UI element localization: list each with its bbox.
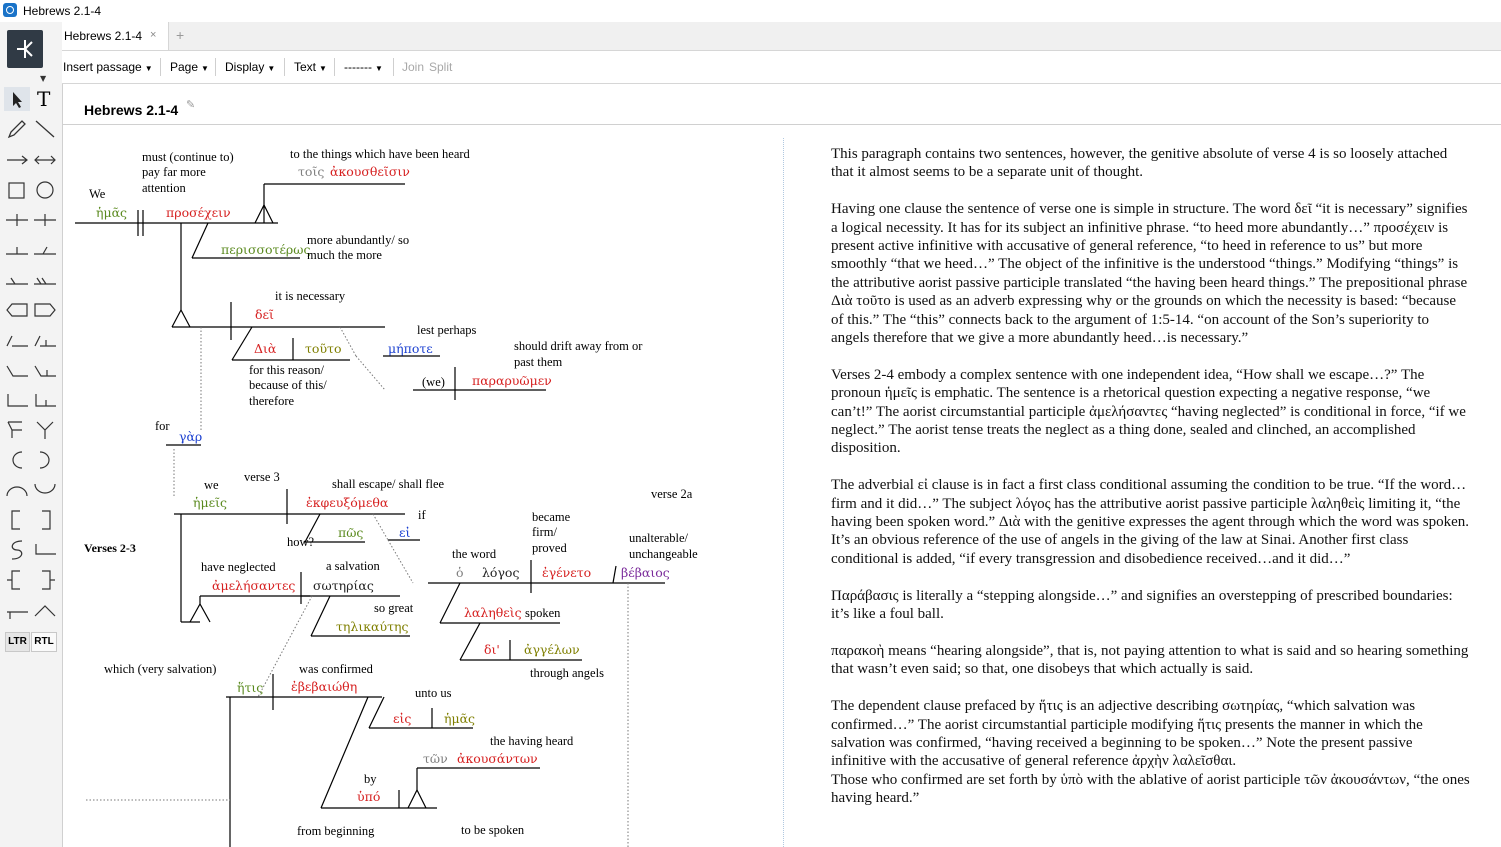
step-line-tool-icon[interactable]	[32, 538, 58, 562]
display-menu[interactable]	[225, 60, 275, 74]
complement-divider	[613, 566, 616, 583]
diagram-text: verse 2a	[651, 487, 693, 501]
diagram-text: must (continue to)	[142, 150, 234, 164]
modifier-slant	[440, 583, 460, 623]
commentary-paragraph[interactable]: παρακοὴ means “hearing alongside”, that is, not paying attention to what is said and so hearing something that wasn’t even said; so that, one disobeys that which actually is said.	[831, 642, 1469, 678]
preposition-slant	[369, 697, 384, 728]
greek-word[interactable]: ἀκουσάντων	[457, 751, 538, 766]
preposition-slant	[232, 327, 252, 360]
add-tab-icon[interactable]: +	[176, 27, 185, 43]
greek-word[interactable]: παραρυῶμεν	[472, 373, 552, 388]
bracket-right-tool-icon[interactable]	[32, 508, 58, 532]
toolbar-divider	[393, 58, 394, 76]
greek-word[interactable]: τηλικαύτης	[336, 619, 409, 634]
tab-label: Hebrews 2.1-4	[64, 29, 143, 43]
diagram-text: a salvation	[326, 559, 380, 573]
arc-right-tool-icon[interactable]	[32, 448, 58, 472]
diagram-text: (we)	[422, 375, 445, 389]
circle-tool-icon[interactable]	[32, 178, 58, 202]
diagram-text: for this reason/	[249, 363, 324, 377]
diagram-text: because of this/	[249, 378, 327, 392]
rectangle-tool-icon[interactable]	[4, 178, 30, 202]
diagram-text: therefore	[249, 394, 295, 408]
line-tool-icon[interactable]	[32, 117, 58, 141]
connector-dotted	[356, 356, 385, 390]
greek-word[interactable]: εἰ	[399, 525, 411, 540]
diagram-text: unalterable/	[629, 531, 688, 545]
greek-word[interactable]: ἀγγέλων	[524, 642, 580, 657]
diagram-text: to the things which have been heard	[290, 147, 470, 161]
diagram-text: how?	[287, 535, 315, 549]
arc-down-tool-icon[interactable]	[32, 478, 58, 502]
chevron-down-icon: ▼	[144, 64, 153, 73]
preposition-2-tool-icon[interactable]	[32, 358, 58, 382]
app-logo-icon[interactable]	[7, 30, 43, 68]
slant-line-tool-icon[interactable]	[4, 268, 30, 292]
arc-left-tool-icon[interactable]	[4, 448, 30, 472]
page-menu[interactable]	[170, 60, 209, 74]
diagram-text: We	[89, 187, 106, 201]
tab-bar	[62, 22, 1501, 51]
ltr-button[interactable]: LTR	[5, 632, 30, 652]
text-menu[interactable]	[294, 60, 327, 74]
diagram-text: should drift away from or	[514, 339, 643, 353]
text-label: Text	[294, 60, 317, 74]
pedestal-foot	[190, 604, 210, 622]
slant-line-2-tool-icon[interactable]	[32, 268, 58, 292]
commentary-paragraph[interactable]: Verses 2-4 embody a complex sentence with one independent idea, “How shall we escape…?” The pronoun ἡμεῖς is emphatic. The sentence is a rhetorical question expecting a negative response, “we can’t!” The aorist circumstantial participle ἀμελήσαντες “having neglected” is conditional in force, “if we neglect.” The aorist tense treats the neglect as a thing done, sealed and clinched, an accomplished disposition.	[831, 366, 1466, 457]
toolbar-divider	[284, 58, 285, 76]
diagram-text: through angels	[530, 666, 604, 680]
fork-left-tool-icon[interactable]	[4, 418, 30, 442]
modifier-slant-2-tool-icon[interactable]	[32, 328, 58, 352]
page-title[interactable]: Hebrews 2.1-4	[84, 102, 179, 118]
greek-word[interactable]: εἰς	[393, 711, 412, 726]
greek-word[interactable]: δι'	[484, 642, 500, 657]
diagram-text: to be spoken	[461, 823, 525, 837]
modifier-slant-tool-icon[interactable]	[4, 328, 30, 352]
toolbar-divider	[334, 58, 335, 76]
page-label: Page	[170, 60, 199, 74]
pedestal-left-tool-icon[interactable]	[4, 298, 30, 322]
greek-word[interactable]: ὑπό	[357, 789, 381, 804]
greek-word[interactable]: ἡμεῖς	[193, 495, 227, 510]
greek-word[interactable]: ὁ	[456, 565, 464, 580]
preposition-tool-icon[interactable]	[4, 358, 30, 382]
diagram-text: was confirmed	[299, 662, 373, 676]
tab-close-icon[interactable]: ×	[150, 29, 157, 41]
diagram-text: past them	[514, 355, 563, 369]
diagram-text: the word	[452, 547, 497, 561]
diagram-text: by	[364, 772, 377, 786]
s-curve-tool-icon[interactable]	[4, 538, 30, 562]
commentary-paragraph[interactable]: The adverbial εἰ clause is in fact a first class conditional assuming the condition to be true. “If the word… firm and it did…” The subject λόγος has the attributive aorist passive participle λαληθεὶς limiting it, “the having been spoken word.” Διὰ with the genitive expresses the agent through which the word was spoken. It’s an obvious reference of the use of angels in the giving of the law at Sinai. Another first class conditional is added, “if every transgression and disobedience received…and it did…”	[831, 477, 1470, 567]
greek-word[interactable]: τοῦτο	[305, 341, 342, 356]
column-divider[interactable]	[783, 138, 784, 847]
pedestal-tool-icon[interactable]	[4, 598, 30, 622]
connector-dotted	[340, 327, 356, 356]
greek-word[interactable]: γὰρ	[179, 429, 203, 444]
commentary-paragraph[interactable]: Having one clause the sentence of verse one is simple in structure. The word δεῖ “it is necessary” signifies a logical necessity. It has for its subject an infinitive phrase. “to heed more abundantly…” προσέχειν is present active infinitive with accusative of general reference, “to heed in reference to us” but more smoothly “that we heed…” The object of the infinitive is the understood “things.” Modifying “things” is the attributive aorist passive participle translated “the having been heard things.” The prepositional phrase Διὰ τοῦτο is used as an adverb expressing why or the grounds on which the necessity is based: “because of this.” The “this” connects back to the argument of 1:5-14. “on account of the Son’s superiority to angels therefore that we give a more abundantly heed…is necessary.”	[831, 201, 1468, 347]
diagram-text: for	[155, 419, 170, 433]
diagram-text: from beginning	[297, 824, 375, 838]
object-line-tool-icon[interactable]	[4, 238, 30, 262]
diagram-text: the having heard	[490, 734, 574, 748]
commentary-paragraph[interactable]: Those who confirmed are set forth by ὑπὸ with the ablative of aorist participle τῶν ἀκουσάντων, “the ones having heard.”	[831, 771, 1470, 807]
modifier-slant	[311, 596, 330, 636]
bracket-left-tool-icon[interactable]	[4, 508, 30, 532]
diagram-text: spoken	[525, 606, 561, 620]
chevron-down-icon: ▼	[201, 64, 209, 73]
text-tool-label: T	[37, 87, 51, 111]
arrow-tool-icon[interactable]	[4, 148, 30, 172]
split-button[interactable]: Split	[429, 60, 453, 74]
connector-dotted	[373, 514, 388, 540]
line-style-label: -------	[344, 60, 372, 74]
greek-word[interactable]: Διὰ	[254, 341, 277, 356]
fork-y-tool-icon[interactable]	[32, 418, 58, 442]
step-down-tool-icon[interactable]	[4, 388, 30, 412]
section-label: Verses 2-3	[84, 541, 136, 555]
caret-up-tool-icon[interactable]	[32, 598, 58, 622]
insert-passage-menu[interactable]	[63, 60, 153, 74]
pencil-tool-icon[interactable]	[4, 117, 30, 141]
greek-word[interactable]: τῶν	[423, 751, 448, 766]
greek-word[interactable]: τοῖς	[298, 164, 325, 179]
window-title: Hebrews 2.1-4	[23, 4, 102, 18]
diagram-text: pay far more	[142, 165, 206, 179]
diagram-text: if	[418, 508, 426, 522]
chevron-down-icon: ▼	[374, 64, 383, 73]
greek-word[interactable]: πῶς	[338, 525, 364, 540]
toolbar-divider	[160, 58, 161, 76]
diagram-text: much the more	[307, 248, 382, 262]
diagram-text: we	[204, 478, 219, 492]
toolbar	[62, 51, 1501, 84]
rtl-button[interactable]: RTL	[31, 632, 57, 652]
greek-word[interactable]: ἡμᾶς	[444, 711, 476, 726]
diagram-text: unchangeable	[629, 547, 698, 561]
display-label: Display	[225, 60, 265, 74]
toolbar-divider	[215, 58, 216, 76]
double-arrow-tool-icon[interactable]	[32, 148, 58, 172]
greek-word[interactable]: μήποτε	[388, 341, 433, 356]
modifier-slant	[192, 223, 208, 258]
line-style-menu[interactable]	[344, 60, 383, 74]
greek-word[interactable]: ἐβεβαιώθη	[291, 679, 358, 694]
greek-word[interactable]: ἐγένετο	[542, 565, 592, 580]
preposition-slant	[460, 623, 480, 660]
diagram-text: it is necessary	[275, 289, 346, 303]
insert-passage-label: Insert passage	[63, 60, 142, 74]
diagram-text: shall escape/ shall flee	[332, 477, 445, 491]
greek-word[interactable]: ἡμᾶς	[96, 205, 128, 220]
pedestal-foot	[172, 310, 190, 327]
greek-word[interactable]: ἐκφευξόμεθα	[306, 495, 389, 510]
baseline-divider-2-tool-icon[interactable]	[32, 208, 58, 232]
pedestal-foot	[408, 790, 426, 808]
diagram-text: firm/	[532, 525, 557, 539]
greek-word[interactable]: περισσοτέρως	[221, 242, 311, 257]
diagram-text: became	[532, 510, 571, 524]
diagram-text: attention	[142, 181, 186, 195]
diagram-text: verse 3	[244, 470, 280, 484]
step-down-2-tool-icon[interactable]	[32, 388, 58, 412]
sentence-diagram[interactable]	[62, 125, 782, 847]
greek-word[interactable]: δεῖ	[255, 307, 274, 322]
commentary-paragraph[interactable]: This paragraph contains two sentences, however, the genitive absolute of verse 4 is so loosely attached that it almost seems to be a separate unit of thought.	[831, 146, 1448, 181]
chevron-down-icon: ▼	[267, 64, 276, 73]
greek-word[interactable]: λαληθεὶς	[464, 605, 522, 620]
greek-word[interactable]: ἀμελήσαντες	[212, 578, 296, 593]
diagram-text: unto us	[415, 686, 452, 700]
bracket-split-right-tool-icon[interactable]	[32, 568, 58, 592]
diagram-text: have neglected	[201, 560, 276, 574]
commentary-paragraph[interactable]: Παράβασις is literally a “stepping alongside…” and signifies an overstepping of prescribed boundaries: it’s like a foul ball.	[831, 587, 1453, 623]
greek-word[interactable]: ἀκουσθεῖσιν	[330, 164, 410, 179]
bracket-split-left-tool-icon[interactable]	[4, 568, 30, 592]
chevron-down-icon: ▼	[319, 64, 327, 73]
edit-pencil-icon[interactable]: ✎	[186, 99, 196, 111]
join-button[interactable]: Join	[402, 60, 425, 74]
pedestal-right-tool-icon[interactable]	[32, 298, 58, 322]
greek-word[interactable]: λόγος	[482, 565, 520, 580]
app-icon	[3, 3, 17, 17]
greek-word[interactable]: βέβαιος	[621, 565, 670, 580]
logo-dropdown-caret-icon[interactable]: ▼	[40, 74, 47, 83]
commentary-text[interactable]	[831, 145, 1471, 826]
diagram-text: which (very salvation)	[104, 662, 217, 676]
diagram-text: so great	[374, 601, 414, 615]
commentary-paragraph[interactable]: The dependent clause prefaced by ἥτις is an adjective describing σωτηρίας, “which salvation was confirmed…” The aorist circumstantial participle modifying ἥτις presents the manner in which the salvation was confirmed, “having received a beginning to be spoken…” Note the present passive infinitive with the accusative of general reference ἀρχὴν λαλεῖσθαι.	[831, 698, 1423, 770]
greek-word[interactable]: ἥτις	[237, 680, 264, 695]
baseline-divider-tool-icon[interactable]	[4, 208, 30, 232]
diagram-text: lest perhaps	[417, 323, 477, 337]
diagram-text: more abundantly/ so	[307, 233, 410, 247]
tab-hebrews[interactable]	[62, 22, 169, 50]
arc-up-tool-icon[interactable]	[4, 478, 30, 502]
diagram-text: proved	[532, 541, 567, 555]
connector-dotted	[388, 540, 413, 583]
window-titlebar	[0, 0, 1501, 23]
greek-word[interactable]: σωτηρίας	[313, 578, 374, 593]
select-pointer-tool-icon[interactable]	[4, 87, 30, 111]
greek-word[interactable]: προσέχειν	[166, 205, 231, 220]
complement-line-tool-icon[interactable]	[32, 238, 58, 262]
text-tool-icon[interactable]	[32, 87, 58, 111]
